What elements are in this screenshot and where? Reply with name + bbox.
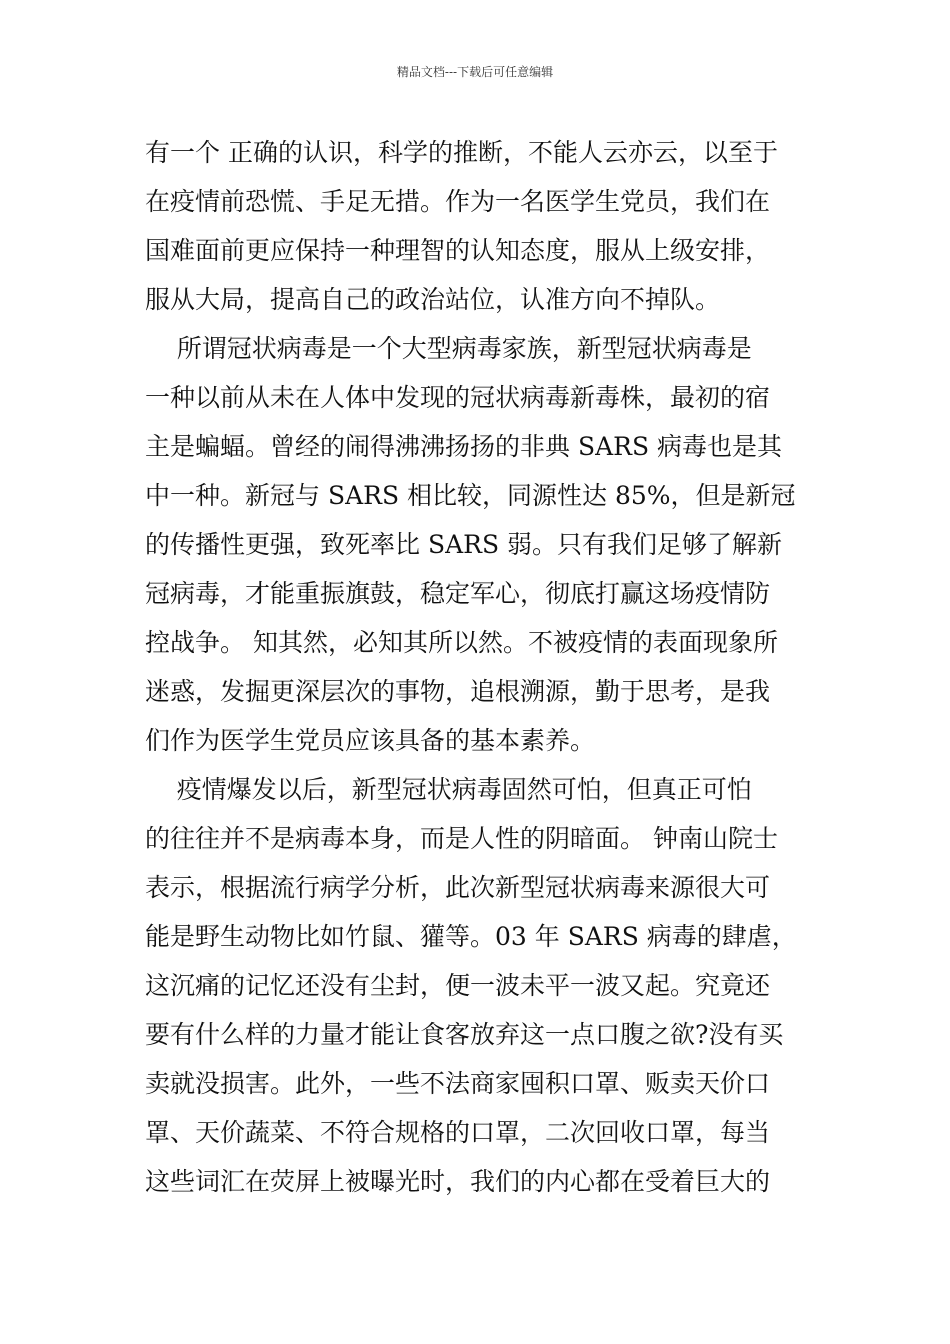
text-line: 控战争。 知其然，必知其所以然。不被疫情的表面现象所 bbox=[145, 628, 778, 657]
page-header: 精品文档---下载后可任意编辑 bbox=[396, 65, 554, 79]
text-line: 服从大局，提高自己的政治站位，认准方向不掉队。 bbox=[145, 285, 721, 314]
text-line: 这些词汇在荧屏上被曝光时，我们的内心都在受着巨大的 bbox=[145, 1167, 771, 1196]
text-line: 的往往并不是病毒本身，而是人性的阴暗面。 钟南山院士 bbox=[145, 824, 778, 853]
text-line: 所谓冠状病毒是一个大型病毒家族，新型冠状病毒是 bbox=[145, 334, 752, 363]
text-line: 的传播性更强，致死率比 SARS 弱。只有我们足够了解新 bbox=[145, 530, 783, 559]
text-line: 中一种。新冠与 SARS 相比较，同源性达 85%，但是新冠 bbox=[145, 481, 796, 510]
text-line: 们作为医学生党员应该具备的基本素养。 bbox=[145, 726, 596, 755]
document-body bbox=[145, 128, 807, 1206]
text-line: 迷惑，发掘更深层次的事物，追根溯源，勤于思考，是我 bbox=[145, 677, 771, 706]
text-line: 有一个 正确的认识，科学的推断，不能人云亦云，以至于 bbox=[145, 138, 778, 167]
text-line: 能是野生动物比如竹鼠、獾等。03 年 SARS 病毒的肆虐， bbox=[145, 922, 797, 951]
text-line: 这沉痛的记忆还没有尘封，便一波未平一波又起。究竟还 bbox=[145, 971, 771, 1000]
text-line: 罩、天价蔬菜、不符合规格的口罩，二次回收口罩，每当 bbox=[145, 1118, 771, 1147]
text-line: 冠病毒，才能重振旗鼓，稳定军心，彻底打赢这场疫情防 bbox=[145, 579, 771, 608]
text-line: 主是蝙蝠。曾经的闹得沸沸扬扬的非典 SARS 病毒也是其 bbox=[145, 432, 783, 461]
text-line: 表示，根据流行病学分析，此次新型冠状病毒来源很大可 bbox=[145, 873, 771, 902]
text-line: 一种以前从未在人体中发现的冠状病毒新毒株，最初的宿 bbox=[145, 383, 771, 412]
text-line: 国难面前更应保持一种理智的认知态度，服从上级安排， bbox=[145, 236, 771, 265]
text-line: 要有什么样的力量才能让食客放弃这一点口腹之欲?没有买 bbox=[145, 1020, 784, 1049]
text-line: 卖就没损害。此外，一些不法商家囤积口罩、贩卖天价口 bbox=[145, 1069, 771, 1098]
text-line: 在疫情前恐慌、手足无措。作为一名医学生党员，我们在 bbox=[145, 187, 771, 216]
text-line: 疫情爆发以后，新型冠状病毒固然可怕，但真正可怕 bbox=[145, 775, 752, 804]
